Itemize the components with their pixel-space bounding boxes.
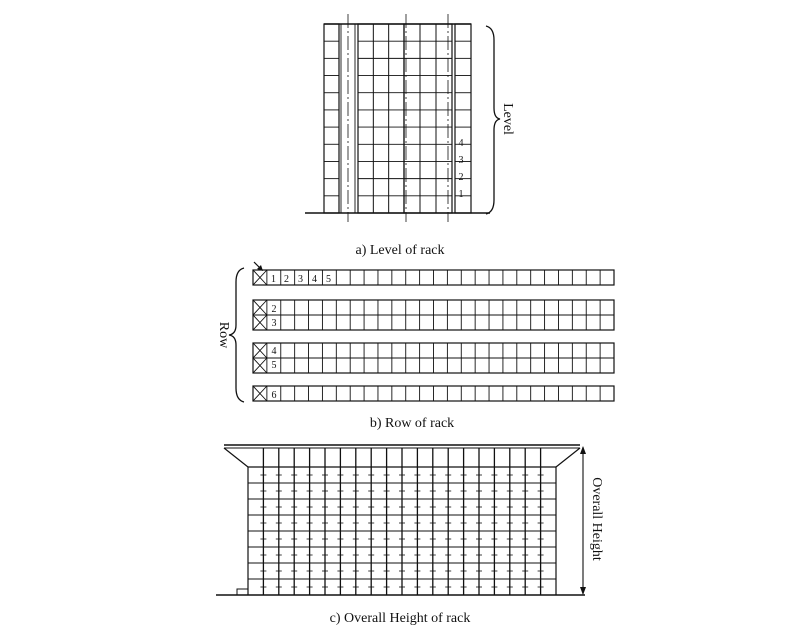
row-label-3: 3	[271, 318, 277, 329]
row-side-label: Row	[216, 321, 231, 349]
rack-block	[404, 24, 452, 213]
row-number-1: 1	[271, 274, 276, 285]
arrow-up-icon	[580, 446, 586, 454]
level-number-4: 4	[458, 138, 464, 149]
caption-row-of-rack: b) Row of rack	[369, 416, 455, 431]
panel-overall-height-of-rack	[216, 445, 604, 626]
row-number-2: 2	[284, 274, 289, 285]
row-label-2: 2	[271, 304, 277, 315]
rack-side-elevation	[248, 448, 556, 595]
level-number-3: 3	[458, 155, 464, 166]
row-number-3: 3	[298, 274, 303, 285]
row-number-4: 4	[312, 274, 317, 285]
arrow-down-icon	[580, 587, 586, 595]
caption-level-of-rack: a) Level of rack	[355, 243, 445, 258]
level-brace	[486, 26, 500, 214]
panel-level-of-rack	[305, 14, 515, 258]
rack-block	[358, 24, 404, 213]
caption-overall-height-of-rack: c) Overall Height of rack	[329, 611, 471, 626]
rack-block	[324, 24, 339, 213]
level-number-1: 1	[458, 189, 464, 200]
level-number-2: 2	[458, 172, 464, 183]
row-label-4: 4	[271, 346, 277, 357]
row-number-5: 5	[326, 274, 331, 285]
panel-row-of-rack	[216, 262, 614, 431]
level-side-label: Level	[500, 103, 515, 135]
row-label-5: 5	[271, 360, 277, 371]
rack-block	[455, 24, 471, 213]
rack-front-view	[324, 14, 471, 222]
rack-plan-view	[253, 270, 614, 401]
row-label-6: 6	[271, 390, 277, 401]
overall-height-side-label: Overall Height	[589, 477, 604, 561]
